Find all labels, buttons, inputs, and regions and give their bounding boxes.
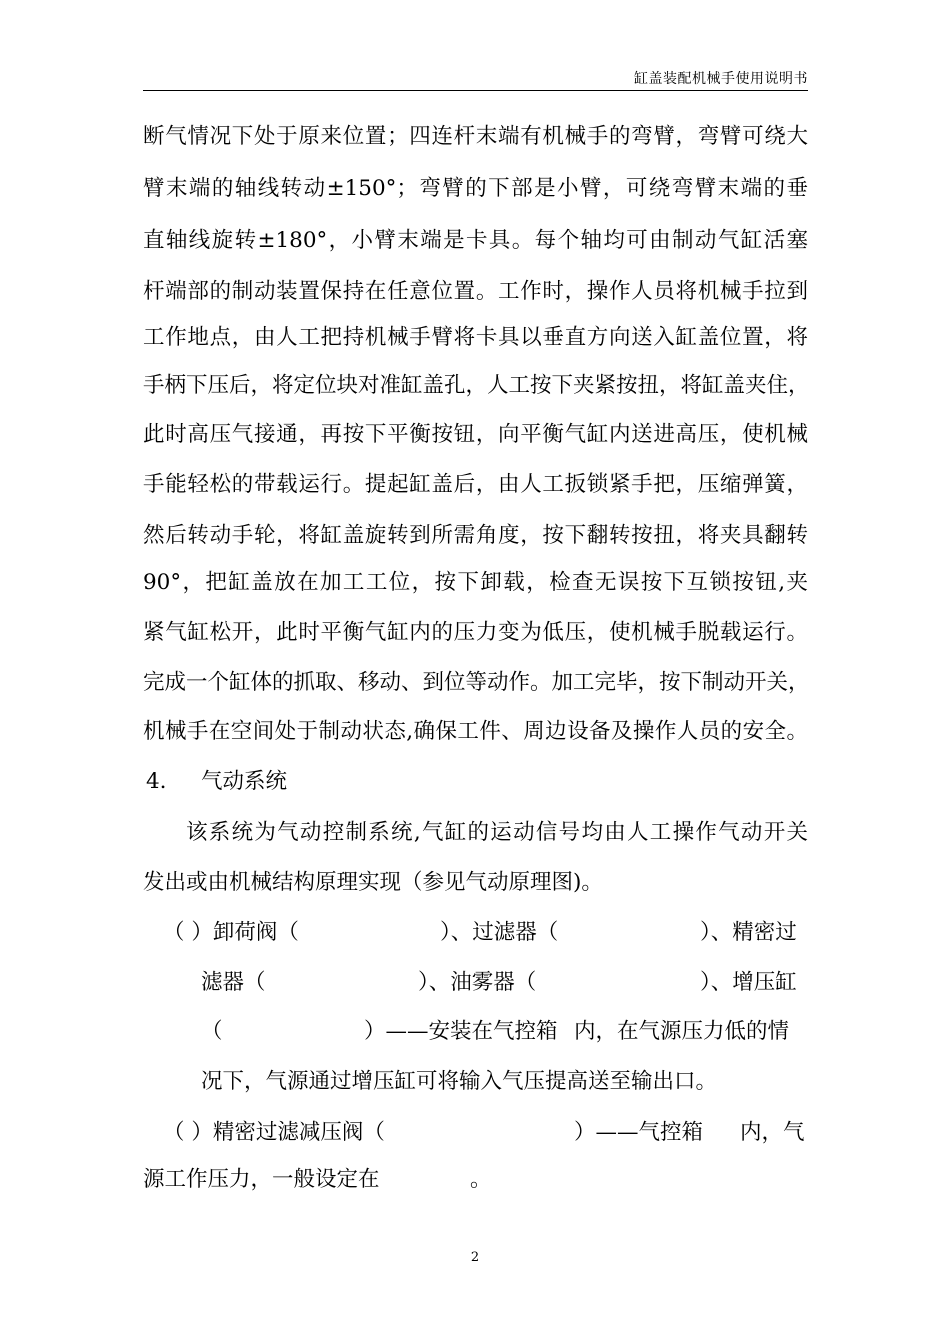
- page-number: 2: [470, 1250, 480, 1265]
- list-item-text: （ ）卸荷阀（: [163, 920, 299, 945]
- text-line: 机械手在空间处于制动状态,确保工件、周边设备及操作人员的安全。: [143, 719, 808, 744]
- list-item-text: ）、增压缸: [700, 970, 797, 995]
- text-line: 杆端部的制动装置保持在任意位置。工作时，操作人员将机械手拉到: [143, 279, 808, 304]
- text-line: 紧气缸松开，此时平衡气缸内的压力变为低压，使机械手脱载运行。: [143, 620, 808, 645]
- text-line: 手能轻松的带载运行。提起缸盖后，由人工扳锁紧手把，压缩弹簧，: [143, 472, 808, 497]
- section-number: 4.: [146, 769, 167, 794]
- list-item-text: 滤器（: [201, 970, 266, 995]
- list-item-text: 内，在气源压力低的情: [574, 1019, 790, 1044]
- list-item-text: （: [201, 1019, 223, 1044]
- list-item-text: 况下，气源通过增压缸可将输入气压提高送至输出口。: [201, 1069, 718, 1094]
- text-line: 直轴线旋转±180°，小臂末端是卡具。每个轴均可由制动气缸活塞: [143, 228, 808, 253]
- text-line: 断气情况下处于原来位置；四连杆末端有机械手的弯臂，弯臂可绕大: [143, 124, 808, 149]
- list-item-text: ）——气控箱: [574, 1120, 704, 1145]
- text-line: 然后转动手轮，将缸盖旋转到所需角度，按下翻转按扭，将夹具翻转: [143, 523, 808, 548]
- list-item-text: ）、油雾器（: [418, 970, 537, 995]
- text-line: 该系统为气动控制系统,气缸的运动信号均由人工操作气动开关: [186, 820, 808, 845]
- list-item-text: ）、精密过: [700, 920, 797, 945]
- list-item-text: 内，气: [740, 1120, 805, 1145]
- text-line: 90°，把缸盖放在加工工位，按下卸载，检查无误按下互锁按钮,夹: [143, 570, 808, 595]
- page-header: [143, 60, 808, 91]
- section-title: 气动系统: [201, 769, 288, 794]
- list-item-text: 源工作压力，一般设定在: [143, 1167, 380, 1192]
- text-line: 工作地点，由人工把持机械手臂将卡具以垂直方向送入缸盖位置，将: [143, 325, 808, 350]
- text-line: 发出或由机械结构原理实现（参见气动原理图)。: [143, 870, 603, 895]
- text-line: 完成一个缸体的抓取、移动、到位等动作。加工完毕，按下制动开关，: [143, 670, 810, 695]
- header-title: 缸盖装配机械手使用说明书: [634, 71, 808, 87]
- text-line: 手柄下压后，将定位块对准缸盖孔，人工按下夹紧按扭，将缸盖夹住，: [143, 373, 810, 398]
- list-item-text: ）——安装在气控箱: [364, 1019, 558, 1044]
- list-item-text: 。: [470, 1167, 492, 1192]
- list-item-text: （ ）精密过滤减压阀（: [163, 1120, 385, 1145]
- list-item-text: ）、过滤器（: [440, 920, 559, 945]
- text-line: 此时高压气接通，再按下平衡按钮，向平衡气缸内送进高压，使机械: [143, 422, 808, 447]
- text-line: 臂末端的轴线转动±150°；弯臂的下部是小臂，可绕弯臂末端的垂: [143, 176, 808, 201]
